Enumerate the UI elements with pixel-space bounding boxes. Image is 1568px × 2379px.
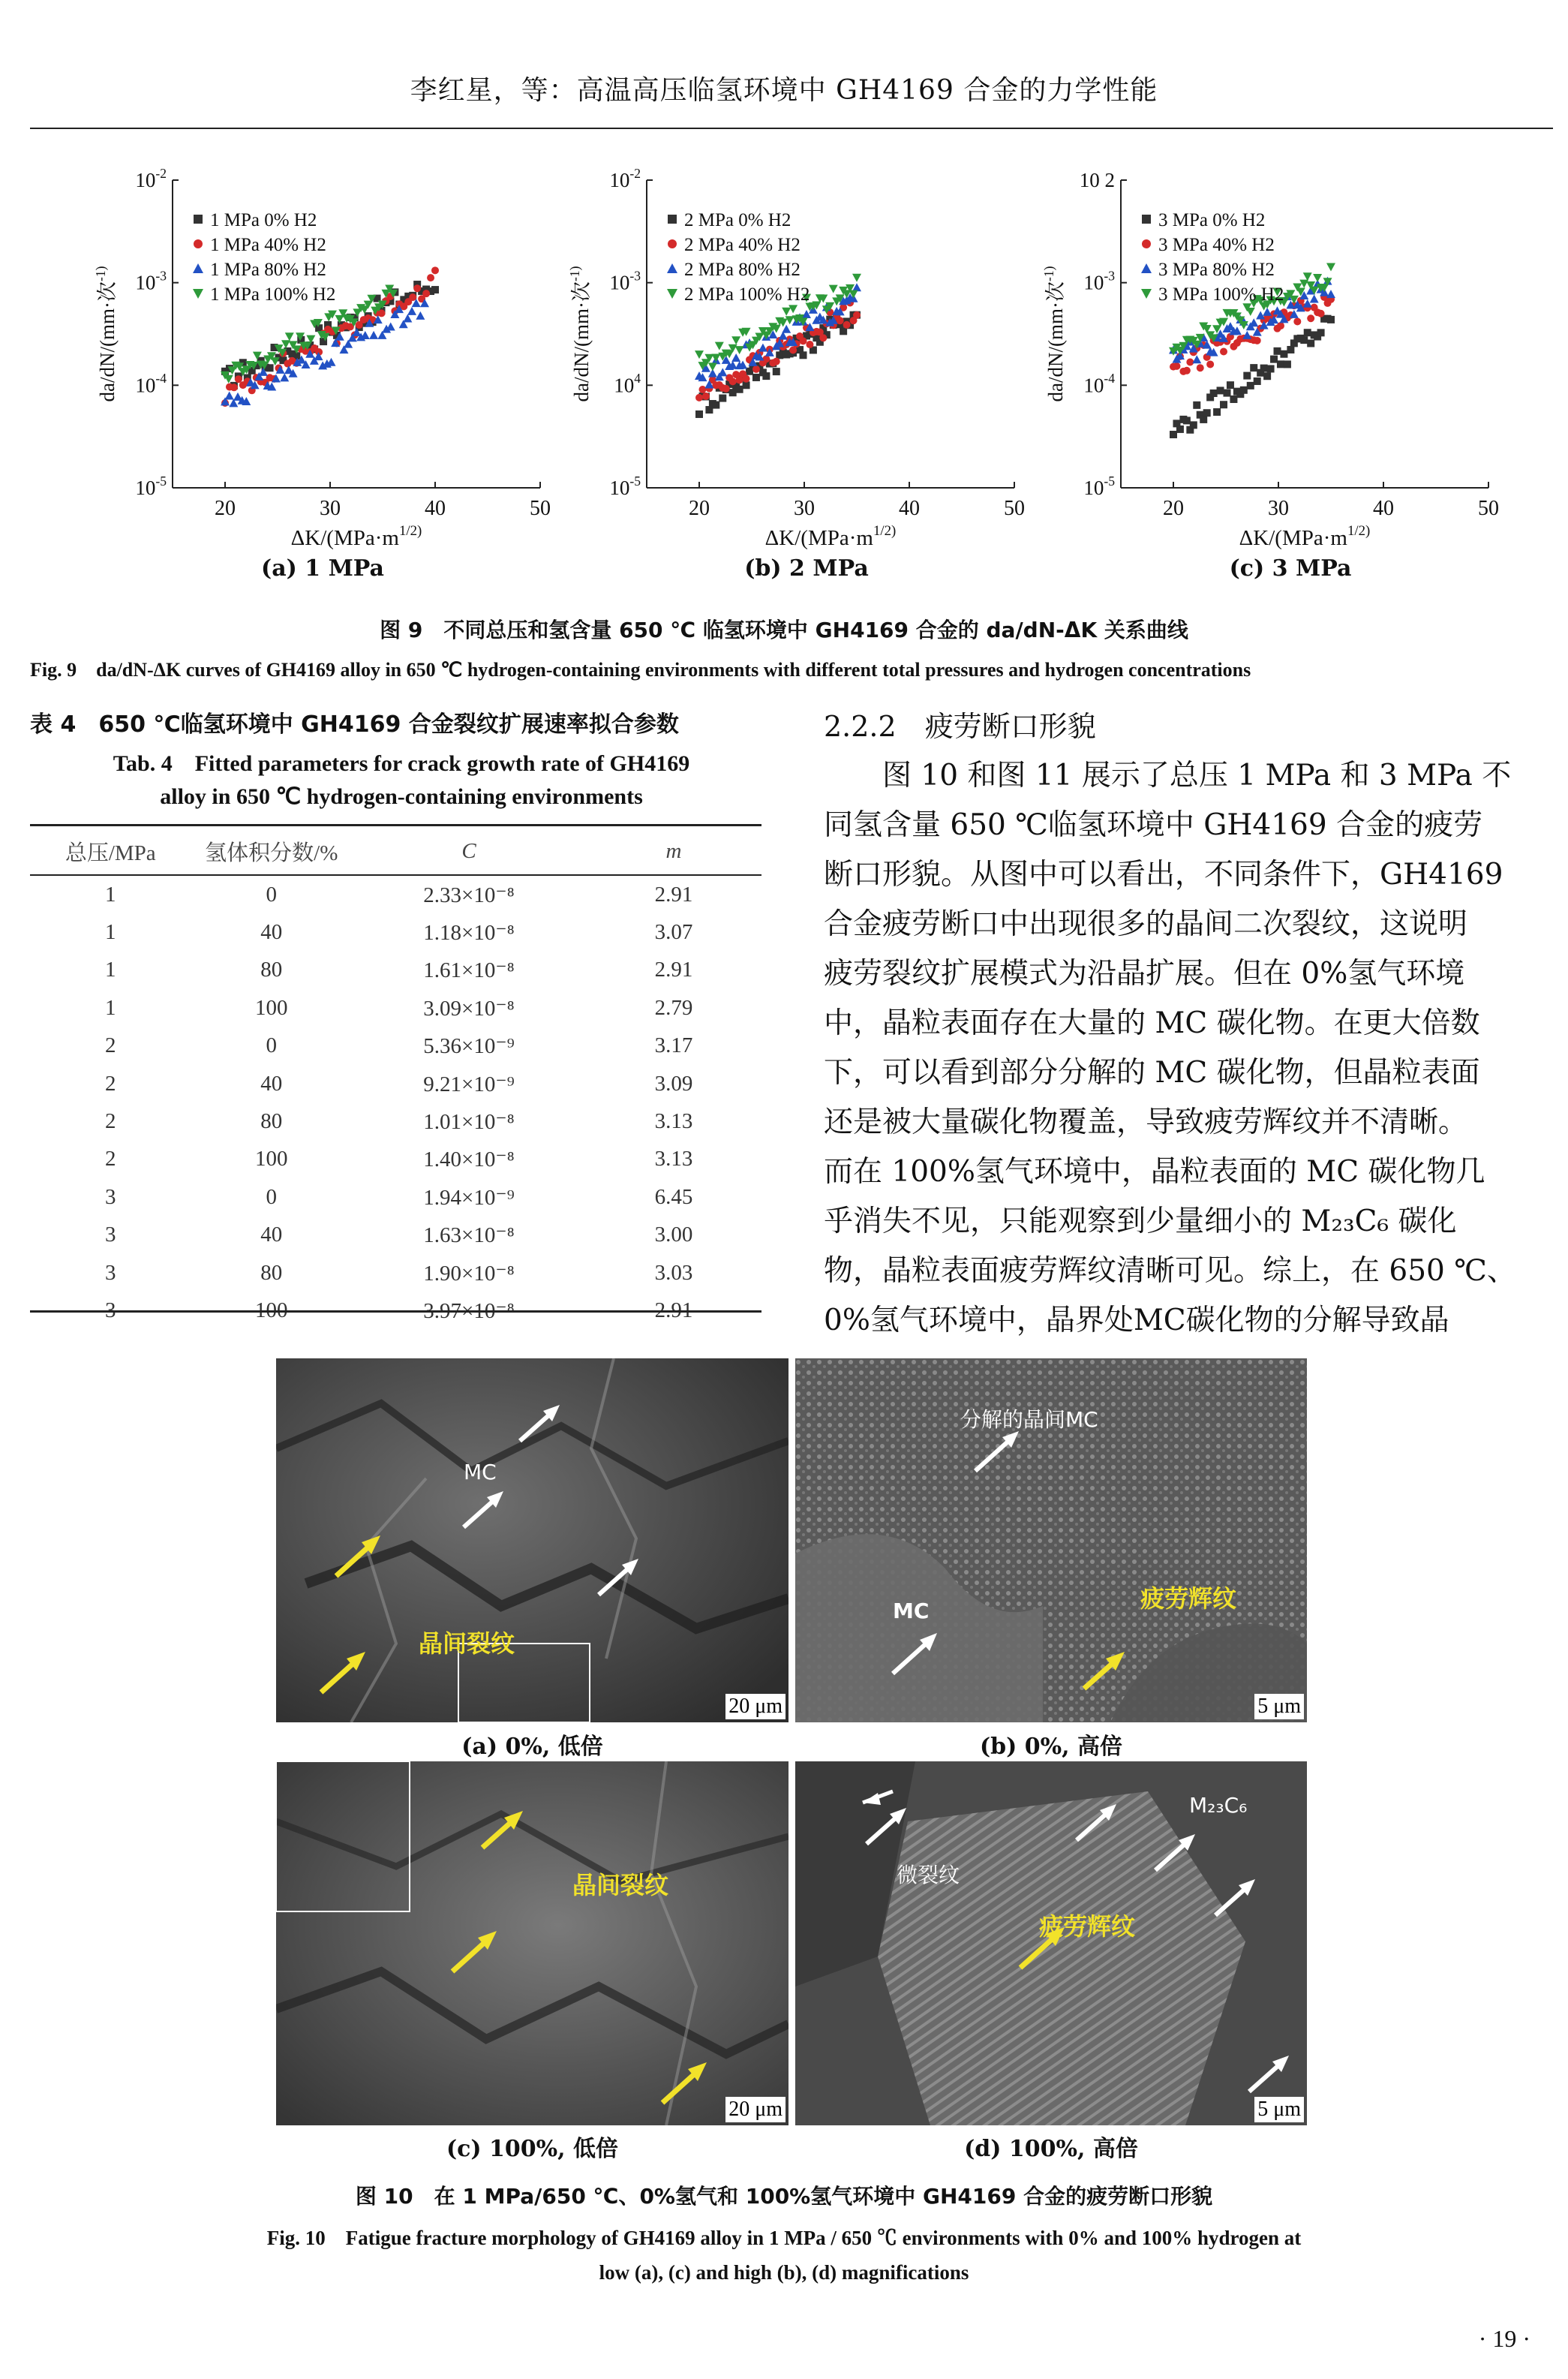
sem-texture-c (276, 1761, 789, 2125)
scale-bar-c: 20 μm (725, 2097, 786, 2122)
table-cell: 1 (105, 920, 116, 945)
scale-bar-a: 20 μm (725, 1694, 786, 1719)
legend-label: 3 MPa 80% H2 (1158, 260, 1275, 280)
table-row (30, 1217, 761, 1254)
data-point (1303, 272, 1312, 281)
table-cell: 2.91 (654, 958, 693, 982)
data-point (1254, 377, 1261, 385)
y-tick-label: $10^{-2}$ (609, 165, 641, 191)
table-cell: 2 (105, 1033, 116, 1058)
data-point (1250, 364, 1257, 371)
label-decomposed-mc: 分解的晶间MC (960, 1407, 1098, 1432)
data-point (735, 346, 744, 354)
data-point (1317, 329, 1325, 336)
table-row (30, 989, 761, 1027)
data-point (843, 321, 851, 329)
data-point (802, 310, 811, 318)
data-point (1217, 386, 1224, 394)
y-tick-label: $10^{-3}$ (135, 268, 167, 294)
data-point (729, 377, 737, 385)
y-tick-label: $10^{-4}$ (135, 371, 167, 397)
data-point (266, 364, 274, 371)
fig10-subcaption-d: (d) 100%, 高倍 (964, 2136, 1138, 2162)
data-point (702, 392, 710, 400)
body-text-line: 中，晶粒表面存在大量的 MC 碳化物。在更大倍数 (824, 1006, 1480, 1040)
table-row (30, 1178, 761, 1216)
data-point (285, 332, 294, 341)
table-row (30, 1141, 761, 1178)
y-axis-label: da/dN/(mm·次$^{-1)}$ (92, 266, 119, 402)
legend-marker (668, 239, 677, 248)
table-cell: 1.90×10⁻⁸ (423, 1261, 515, 1286)
table-cell: 5.36×10⁻⁹ (423, 1034, 515, 1059)
data-point (752, 365, 760, 373)
data-point (1197, 364, 1204, 371)
data-point (431, 286, 439, 293)
data-point (403, 314, 412, 322)
table-cell: 3 (105, 1184, 116, 1209)
body-text-line: 合金疲劳断口中出现很多的晶间二次裂纹，这说明 (824, 907, 1468, 941)
table-cell: 40 (260, 1071, 283, 1096)
chart-panel-0 (93, 166, 551, 550)
data-point (729, 389, 737, 396)
data-point (1300, 336, 1308, 344)
figure-9-charts (30, 150, 1545, 600)
x-tick-label: 50 (1478, 497, 1499, 520)
data-point (752, 374, 760, 381)
label-m23c6: M₂₃C₆ (1189, 1793, 1248, 1818)
fig9-subcaption-c: (c) 3 MPa (1229, 555, 1352, 582)
data-point (1307, 339, 1314, 347)
y-tick-label: $10^{-3}$ (1083, 268, 1115, 294)
data-point (1304, 329, 1311, 336)
data-point (1193, 402, 1200, 409)
running-header: 李红星，等：高温高压临氢环境中 GH4169 合金的力学性能 (410, 75, 1158, 106)
table-cell: 1 (105, 995, 116, 1020)
table-cell: 1 (105, 882, 116, 907)
legend-label: 1 MPa 100% H2 (210, 284, 336, 305)
data-point (416, 311, 425, 320)
table-cell: 3.17 (654, 1033, 693, 1058)
data-point (1183, 417, 1191, 424)
data-point (1173, 362, 1180, 370)
legend-marker (667, 263, 677, 273)
body-text-line: 乎消失不见，只能观察到少量细小的 M₂₃C₆ 碳化 (824, 1205, 1457, 1238)
sem-texture-a (276, 1358, 789, 1722)
label-intergranular-crack-a: 晶间裂纹 (419, 1629, 515, 1658)
table-row (30, 1027, 761, 1065)
sem-photo-a (276, 1358, 789, 1722)
data-point (743, 375, 750, 383)
body-text-line: 还是被大量碳化物覆盖，导致疲劳辉纹并不清晰。 (824, 1105, 1468, 1139)
table-cell: 0 (266, 1033, 277, 1058)
legend-label: 3 MPa 40% H2 (1158, 235, 1275, 255)
sem-photo-c (276, 1761, 789, 2125)
legend-marker (1141, 263, 1152, 273)
y-tick-label: $10^{-5}$ (135, 473, 167, 499)
table-body (30, 875, 761, 1330)
data-point (1287, 346, 1294, 353)
data-point (409, 293, 416, 301)
data-point (731, 353, 740, 362)
table-cell: 3 (105, 1260, 116, 1285)
table-cell: 40 (260, 1223, 283, 1247)
data-point (422, 290, 430, 297)
sem-photo-b (795, 1358, 1307, 1722)
y-axis-label-group (93, 266, 119, 402)
table4-title-en-2: alloy in 650 ℃ hydrogen-containing environments (160, 784, 643, 809)
data-point (225, 392, 234, 400)
table-cell: 0 (266, 882, 277, 907)
data-point (1200, 416, 1207, 423)
data-point (722, 385, 730, 392)
fig9-caption-cn: 图 9 不同总压和氢含量 650 ℃ 临氢环境中 GH4169 合金的 da/dN-ΔK 关系曲线 (380, 618, 1188, 642)
y-tick-label: $10^{-3}$ (609, 268, 641, 294)
table-row (30, 1102, 761, 1140)
label-intergranular-crack-c: 晶间裂纹 (572, 1871, 669, 1899)
data-point (1183, 367, 1191, 374)
body-text-line: 图 10 和图 11 展示了总压 1 MPa 和 3 MPa 不 (824, 759, 1512, 792)
label-microcrack: 微裂纹 (897, 1863, 960, 1887)
legend-label: 3 MPa 0% H2 (1158, 210, 1266, 230)
table-row (30, 1065, 761, 1102)
table-cell: 2 (105, 1071, 116, 1096)
table-cell: 1.61×10⁻⁸ (423, 958, 515, 983)
table-cell: 2.33×10⁻⁸ (423, 883, 515, 907)
data-point (1240, 386, 1248, 394)
y-axis-label: da/dN/(mm·次$^{-1)}$ (566, 266, 593, 402)
table4-top-rule (30, 824, 761, 826)
body-text-line: 同氢含量 650 ℃临氢环境中 GH4169 合金的疲劳 (824, 808, 1483, 842)
data-point (1206, 360, 1214, 368)
table-cell: 1.40×10⁻⁸ (423, 1147, 515, 1172)
data-point (719, 395, 726, 402)
legend-marker (194, 239, 203, 248)
data-point (762, 355, 770, 362)
label-mc-b: MC (893, 1599, 930, 1623)
table-cell: 0 (266, 1184, 277, 1209)
table-header-row (30, 829, 761, 875)
fig9-subcaption-b: (b) 2 MPa (744, 555, 869, 582)
x-tick-label: 20 (1163, 497, 1184, 520)
data-point (1293, 317, 1301, 325)
legend-label: 2 MPa 100% H2 (684, 284, 810, 305)
data-point (1280, 350, 1287, 358)
data-point (773, 368, 780, 375)
data-point (431, 266, 439, 274)
y-tick-label: $10^4$ (614, 371, 641, 397)
data-point (1254, 337, 1261, 344)
table-cell: 6.45 (654, 1184, 693, 1209)
table4-bottom-rule (30, 1310, 761, 1313)
table-cell: 1.01×10⁻⁸ (423, 1110, 515, 1135)
table-4 (30, 829, 761, 1330)
label-mc-a: MC (464, 1460, 497, 1484)
x-tick-label: 40 (425, 497, 446, 520)
table-cell: 3.03 (654, 1260, 693, 1285)
data-point (712, 402, 719, 409)
table-row (30, 1254, 761, 1292)
data-point (407, 307, 416, 315)
legend-label: 2 MPa 0% H2 (684, 210, 792, 230)
data-point (386, 322, 395, 330)
data-point (1210, 389, 1218, 397)
col-header-pressure: 总压/MPa (30, 829, 191, 875)
table-cell: 9.21×10⁻⁹ (423, 1072, 515, 1096)
table-row (30, 952, 761, 989)
data-point (369, 331, 378, 339)
legend-marker (194, 215, 203, 224)
data-point (819, 334, 827, 341)
fig9-subcaption-a: (a) 1 MPa (261, 555, 384, 582)
table-row (30, 875, 761, 913)
x-tick-label: 50 (530, 497, 551, 520)
y-axis-label-group (1041, 266, 1067, 402)
data-point (800, 337, 807, 344)
data-point (837, 317, 844, 324)
legend-marker (667, 289, 677, 299)
data-point (1247, 382, 1254, 389)
table-cell: 100 (255, 1147, 288, 1171)
fig10-subcaption-c: (c) 100%, 低倍 (446, 2136, 619, 2162)
data-point (698, 386, 706, 393)
data-point (695, 394, 703, 402)
table4-title-en-1: Tab. 4 Fitted parameters for crack growth rate of GH4169 (113, 751, 690, 776)
data-point (1326, 290, 1335, 298)
data-point (800, 351, 807, 359)
table-cell: 2 (105, 1109, 116, 1134)
table4-title-cn: 表 4 650 ℃临氢环境中 GH4169 合金裂纹扩展速率拟合参数 (30, 711, 679, 738)
table-cell: 3.00 (654, 1223, 693, 1247)
scale-bar-b: 5 μm (1254, 1694, 1304, 1719)
body-text-line: 下，可以看到部分分解的 MC 碳化物，但晶粒表面 (824, 1056, 1480, 1090)
fig9-caption-en: Fig. 9 da/dN-ΔK curves of GH4169 alloy in 650 ℃ hydrogen-containing environments with different total pressures and hydrogen concentrations (30, 659, 1251, 681)
legend-marker (193, 289, 203, 299)
legend-label: 2 MPa 80% H2 (684, 260, 801, 280)
body-text-line: 而在 100%氢气环境中，晶粒表面的 MC 碳化物几 (824, 1155, 1485, 1189)
data-point (758, 344, 767, 352)
data-point (1307, 314, 1314, 322)
page-number: · 19 · (1478, 2325, 1530, 2352)
table-cell: 3 (105, 1223, 116, 1247)
data-point (1190, 421, 1197, 429)
data-point (806, 341, 813, 348)
fig10-subcaption-b: (b) 0%, 高倍 (979, 1734, 1123, 1760)
table-cell: 40 (260, 920, 283, 945)
table-cell: 80 (260, 1109, 283, 1134)
data-point (1310, 295, 1319, 303)
table-cell: 3 (105, 1298, 116, 1322)
legend-marker (1141, 289, 1152, 299)
legend-marker (193, 263, 203, 273)
data-point (413, 284, 421, 292)
data-point (782, 308, 791, 316)
header-rule (30, 128, 1553, 129)
data-point (1270, 356, 1278, 363)
data-point (840, 327, 847, 335)
table-cell: 3.13 (654, 1147, 693, 1171)
body-text-line: 0%氢气环境中，晶界处MC碳化物的分解导致晶 (824, 1304, 1449, 1337)
legend-label: 3 MPa 100% H2 (1158, 284, 1284, 305)
table-cell: 2.91 (654, 1298, 693, 1322)
legend-marker (1142, 239, 1151, 248)
y-tick-label: $10^{-4}$ (1083, 371, 1115, 397)
x-tick-label: 30 (794, 497, 815, 520)
table-cell: 100 (255, 995, 288, 1020)
legend-label: 1 MPa 0% H2 (210, 210, 317, 230)
data-point (1284, 360, 1291, 368)
data-point (708, 362, 717, 371)
table-cell: 3.13 (654, 1109, 693, 1134)
data-point (731, 336, 740, 344)
table-cell: 80 (260, 1260, 283, 1285)
chart-panel-1 (567, 166, 1025, 550)
y-tick-label: 10 2 (1079, 169, 1115, 191)
x-tick-label: 30 (1268, 497, 1289, 520)
table-cell: 1.18×10⁻⁸ (423, 921, 515, 946)
data-point (715, 342, 724, 350)
table-cell: 2.91 (654, 882, 693, 907)
label-fatigue-striations-b: 疲劳辉纹 (1140, 1584, 1237, 1613)
data-point (1176, 426, 1184, 433)
label-fatigue-striations-d: 疲劳辉纹 (1039, 1912, 1136, 1941)
data-point (1213, 408, 1221, 416)
x-axis-label: $\Delta K/(MPa\cdot m^{1/2)}$ (764, 522, 897, 550)
fig10-caption-en-1: Fig. 10 Fatigue fracture morphology of GH4169 alloy in 1 MPa / 650 ℃ environments with 0% and 100% hydrogen at (266, 2227, 1302, 2249)
data-point (1263, 372, 1271, 380)
table-cell: 3.09×10⁻⁸ (423, 996, 515, 1021)
section-heading: 2.2.2 疲劳断口形貌 (824, 710, 1096, 743)
legend-label: 1 MPa 80% H2 (210, 260, 326, 280)
table-row (30, 913, 761, 951)
data-point (230, 383, 238, 391)
x-tick-label: 40 (899, 497, 920, 520)
table-cell: 3.07 (654, 920, 693, 945)
data-point (1186, 359, 1194, 366)
y-tick-label: $10^{-5}$ (1083, 473, 1115, 499)
data-point (1327, 316, 1335, 323)
fig10-caption-en-2: low (a), (c) and high (b), (d) magnifications (599, 2261, 969, 2284)
section-body (824, 751, 1551, 1346)
data-point (1223, 389, 1230, 397)
legend-label: 1 MPa 40% H2 (210, 235, 326, 255)
table-cell: 1.94×10⁻⁹ (423, 1185, 515, 1210)
data-point (1260, 365, 1268, 372)
data-point (1267, 365, 1275, 372)
table-cell: 1.63×10⁻⁸ (423, 1223, 515, 1248)
data-point (736, 386, 743, 393)
data-point (1313, 274, 1322, 282)
table-cell: 3.09 (654, 1071, 693, 1096)
x-tick-label: 20 (215, 497, 236, 520)
data-point (1170, 431, 1177, 438)
data-point (280, 373, 289, 381)
fig10-caption-cn: 图 10 在 1 MPa/650 ℃、0%氢气和 100%氢气环境中 GH4169 合金的疲劳断口形貌 (355, 2184, 1213, 2209)
data-point (235, 375, 242, 383)
data-point (1227, 381, 1234, 389)
x-tick-label: 40 (1373, 497, 1394, 520)
x-axis-label: $\Delta K/(MPa\cdot m^{1/2)}$ (290, 522, 422, 550)
table-cell: 2 (105, 1147, 116, 1171)
data-point (1246, 308, 1255, 316)
legend-marker (1142, 215, 1151, 224)
legend-label: 2 MPa 40% H2 (684, 235, 801, 255)
sem-photo-d (795, 1761, 1307, 2125)
body-text-line: 疲劳裂纹扩展模式为沿晶扩展。但在 0%氢气环境 (824, 957, 1465, 991)
x-tick-label: 30 (320, 497, 341, 520)
x-tick-label: 50 (1004, 497, 1025, 520)
data-point (773, 358, 780, 365)
y-axis-label: da/dN/(mm·次$^{-1)}$ (1041, 266, 1067, 402)
data-point (427, 274, 434, 281)
chart-panel-2 (1041, 169, 1499, 550)
data-point (1220, 348, 1227, 356)
data-point (1230, 395, 1237, 403)
data-point (1277, 360, 1284, 368)
table-cell: 1 (105, 958, 116, 982)
table-cell: 2.79 (654, 995, 693, 1020)
data-point (1243, 372, 1251, 380)
y-axis-label-group (567, 266, 593, 402)
data-point (695, 411, 703, 418)
col-header-c: C (352, 829, 586, 875)
data-point (1192, 355, 1201, 363)
table-cell: 100 (255, 1298, 288, 1322)
data-point (1326, 263, 1335, 271)
y-tick-label: $10^{-2}$ (135, 165, 167, 191)
x-tick-label: 20 (689, 497, 710, 520)
data-point (852, 274, 861, 282)
data-point (1317, 310, 1325, 317)
data-point (829, 285, 838, 293)
body-text-line: 断口形貌。从图中可以看出，不同条件下，GH4169 (824, 858, 1503, 892)
data-point (695, 350, 704, 359)
x-axis-label: $\Delta K/(MPa\cdot m^{1/2)}$ (1239, 522, 1371, 550)
y-tick-label: $10^{-5}$ (609, 473, 641, 499)
data-point (743, 381, 750, 389)
table-cell: 80 (260, 958, 283, 982)
scale-bar-d: 5 μm (1254, 2097, 1304, 2122)
data-point (711, 353, 720, 362)
body-text-line: 物，晶粒表面疲劳辉纹清晰可见。综上，在 650 ℃、 (824, 1254, 1516, 1288)
col-header-m: m (586, 829, 761, 875)
data-point (1220, 401, 1227, 408)
table-cell: 3.97×10⁻⁸ (423, 1298, 515, 1323)
data-point (853, 311, 861, 319)
fig10-subcaption-a: (a) 0%, 低倍 (461, 1734, 603, 1760)
data-point (1203, 409, 1211, 417)
data-point (1274, 347, 1281, 355)
data-point (762, 372, 770, 380)
figure-9 (30, 150, 1545, 600)
col-header-hydrogen: 氢体积分数/% (191, 829, 353, 875)
legend-marker (668, 215, 677, 224)
